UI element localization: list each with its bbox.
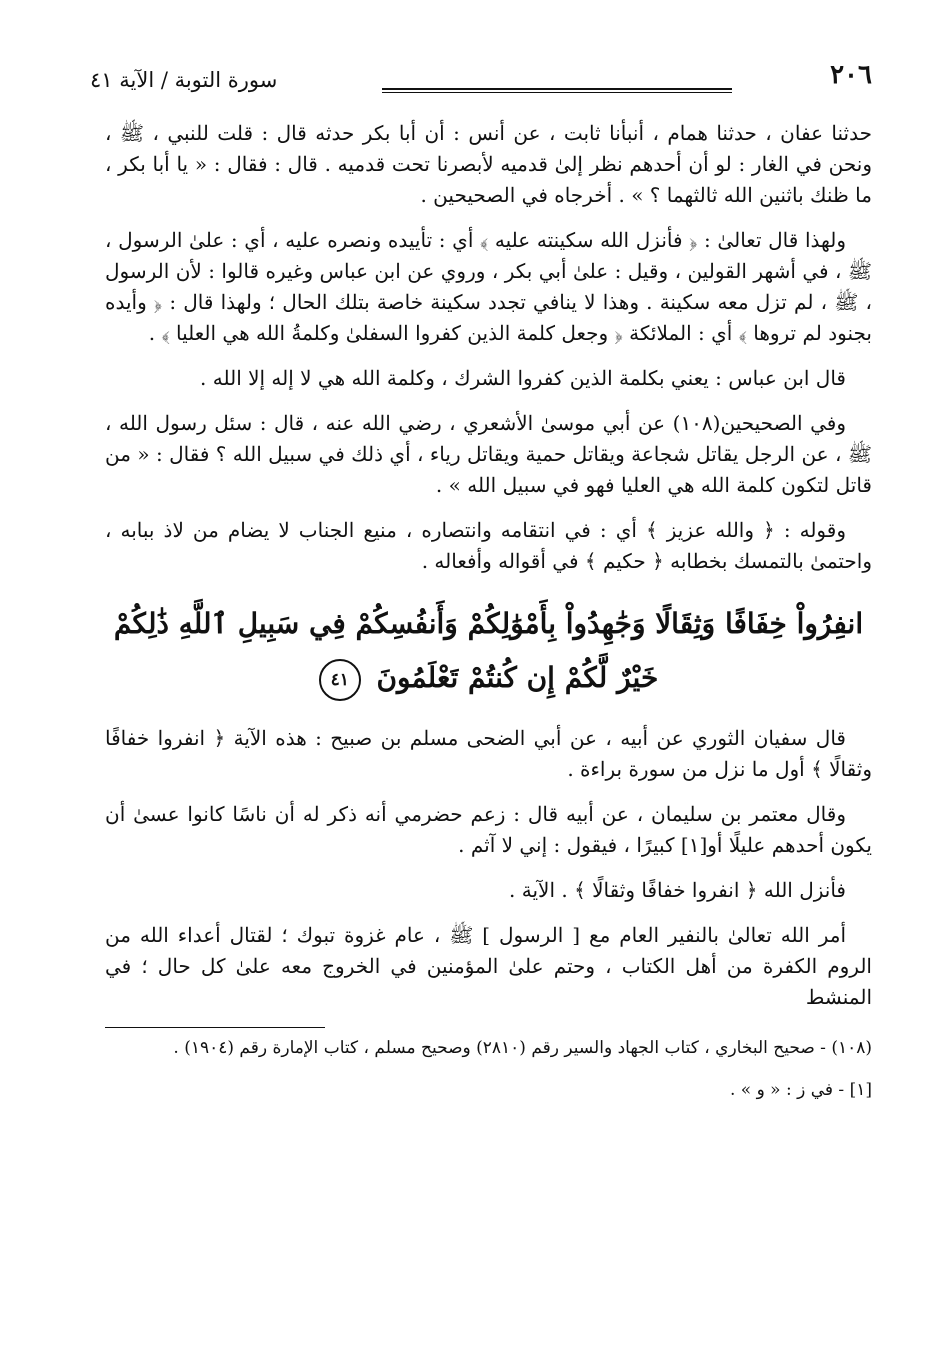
ayah-number-badge: ٤١ xyxy=(319,659,361,701)
page-header xyxy=(90,60,872,100)
surah-reference: سورة التوبة / الآية ٤١ xyxy=(90,68,278,92)
page-body xyxy=(105,118,872,1110)
verse-text: انفِرُواْ خِفَافًا وَثِقَالًا وَجَٰهِدُواْ بِأَمْوَٰلِكُمْ وَأَنفُسِكُمْ فِي سَبِيلِ ٱللَّهِ ذَٰلِكُمْ خَيْرٌ لَّكُمْ إِن كُنتُمْ تَعْلَمُونَ xyxy=(113,607,864,694)
page-number: ٢٠٦ xyxy=(830,60,872,90)
header-rule xyxy=(382,88,732,93)
footnote-108: (١٠٨) - صحيح البخاري ، كتاب الجهاد والسير رقم (٢٨١٠) وصحيح مسلم ، كتاب الإمارة رقم (١٩٠٤) . xyxy=(173,1038,872,1058)
paragraph-mutamir: وقال معتمر بن سليمان ، عن أبيه قال : زعم حضرمي أنه ذكر له أن ناسًا كانوا عسىٰ أن يكون أحدهم عليلًا أو[١] كبيرًا ، فيقول : إني لا آثم . xyxy=(105,802,872,857)
footnote-divider xyxy=(105,1027,325,1028)
paragraph-sakina: ولهذا قال تعالىٰ : ﴿ فأنزل الله سكينته عليه ﴾ أي : تأييده ونصره عليه ، أي : علىٰ الرسول ، ﷺ ، في أشهر القولين ، وقيل : علىٰ أبي بكر ، وروي عن ابن عباس وغيره قالوا : لأن الرسول ، ﷺ ، لم تزل معه سكينة . وهذا لا ينافي تجدد سكينة خاصة بتلك الحال ؛ ولهذا قال : ﴿ وأيده بجنود لم تروها ﴾ أي : الملائكة ﴿ وجعل كلمة الذين كفروا السفلىٰ وكلمةُ الله هي العليا ﴾ . xyxy=(105,228,872,345)
paragraph-revelation: فأنزل الله ﴿ انفروا خفافًا وثقالًا ﴾ . الآية . xyxy=(509,878,846,902)
quran-verse xyxy=(105,597,872,705)
paragraph-sufyan: قال سفيان الثوري عن أبيه ، عن أبي الضحى مسلم بن صبيح : هذه الآية ﴿ انفروا خفافًا وثقالًا ﴾ أول ما نزل من سورة براءة . xyxy=(105,726,872,781)
footnotes xyxy=(105,1034,872,1104)
footnote-1: [١] - في ز : « و » . xyxy=(729,1080,872,1100)
paragraph-sahihayn: وفي الصحيحين(١٠٨) عن أبي موسىٰ الأشعري ، رضي الله عنه ، قال : سئل رسول الله ، ﷺ ، عن الرجل يقاتل شجاعة ويقاتل حمية ويقاتل رياء ، أي ذلك في سبيل الله ؟ فقال : « من قاتل لتكون كلمة الله هي العليا فهو في سبيل الله » . xyxy=(105,411,872,497)
paragraph-hadith-cave: حدثنا عفان ، حدثنا همام ، أنبأنا ثابت ، عن أنس : أن أبا بكر حدثه قال : قلت للنبي ، ﷺ ، ونحن في الغار : لو أن أحدهم نظر إلىٰ قدميه لأبصرنا تحت قدميه . قال : فقال : « يا أبا بكر ، ما ظنك باثنين الله ثالثهما ؟ » . أخرجاه في الصحيحين . xyxy=(105,121,872,207)
paragraph-ibn-abbas: قال ابن عباس : يعني بكلمة الذين كفروا الشرك ، وكلمة الله هي لا إله إلا الله . xyxy=(200,366,846,390)
paragraph-aziz-hakim: وقوله : ﴿ والله عزيز ﴾ أي : في انتقامه وانتصاره ، منيع الجناب لا يضام من لاذ ببابه ، واحتمىٰ بالتمسك بخطابه ﴿ حكيم ﴾ في أقواله وأفعاله . xyxy=(105,518,872,573)
paragraph-nafir: أمر الله تعالىٰ بالنفير العام مع [ الرسول ] ﷺ ، عام غزوة تبوك ؛ لقتال أعداء الله من الروم الكفرة من أهل الكتاب ، وحتم علىٰ المؤمنين في الخروج معه علىٰ كل حال ؛ في المنشط xyxy=(105,923,872,1009)
